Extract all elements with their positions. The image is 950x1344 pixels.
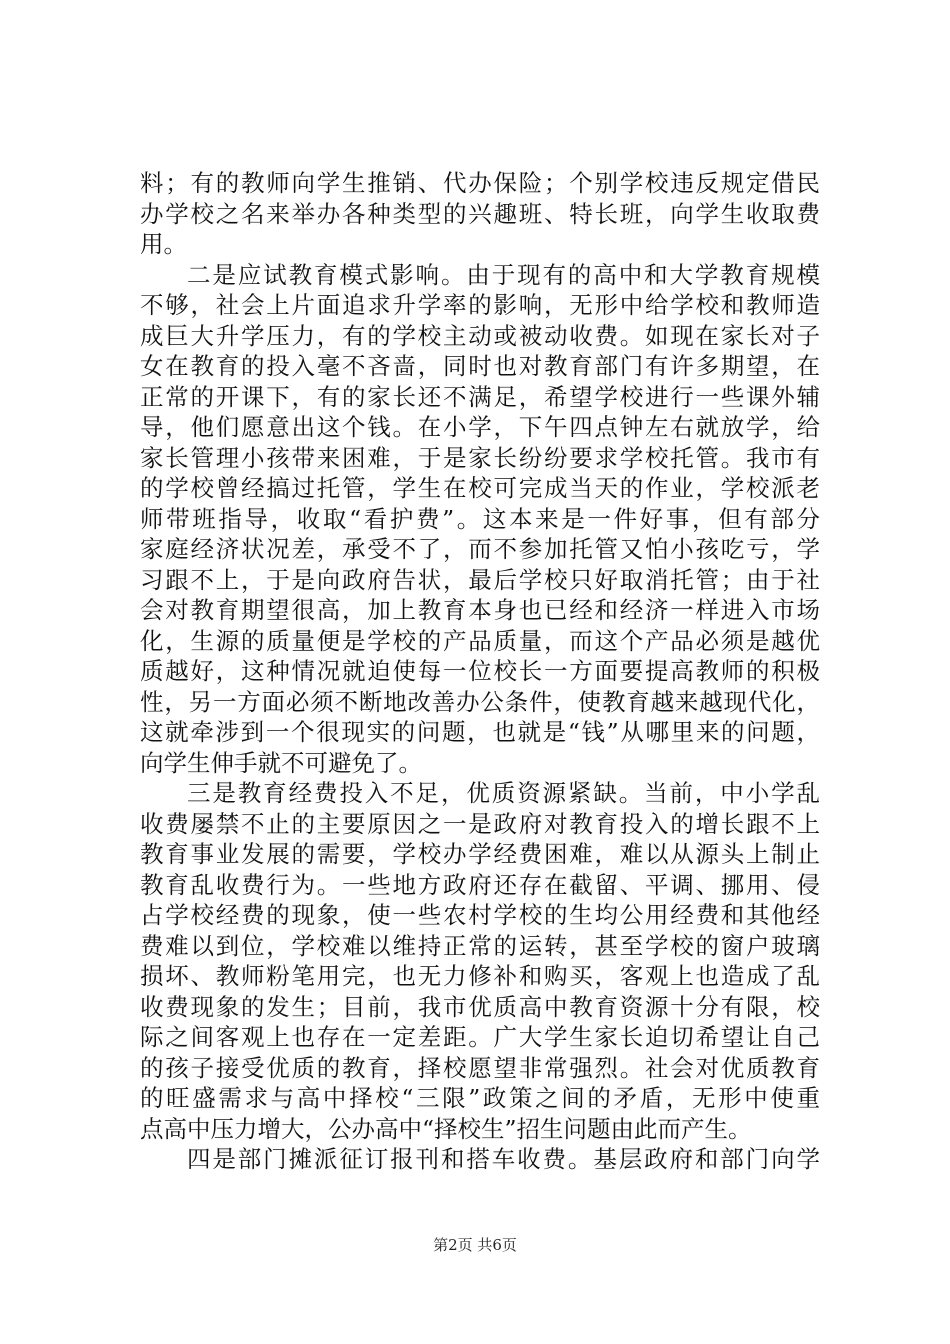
text-line: 女在教育的投入毫不吝啬，同时也对教育部门有许多期望，在 bbox=[140, 352, 820, 380]
text-line: 师带班指导，收取“看护费”。这本来是一件好事，但有部分 bbox=[140, 504, 820, 533]
text-line: 二是应试教育模式影响。由于现有的高中和大学教育规模 bbox=[187, 260, 820, 289]
paragraph bbox=[140, 1144, 820, 1175]
text-line: 会对教育期望很高，加上教育本身也已经和经济一样进入市场 bbox=[140, 596, 820, 624]
text-line: 用。 bbox=[140, 230, 187, 258]
text-line: 导，他们愿意出这个钱。在小学，下午四点钟左右就放学，给 bbox=[140, 413, 820, 441]
text-line: 性，另一方面必须不断地改善办公条件，使教育越来越现代化， bbox=[140, 687, 820, 716]
text-line: 教育乱收费行为。一些地方政府还存在截留、平调、挪用、侵 bbox=[140, 870, 820, 899]
paragraph bbox=[140, 778, 820, 1144]
text-line: 办学校之名来举办各种类型的兴趣班、特长班，向学生收取费 bbox=[140, 199, 820, 228]
text-line: 点高中压力增大，公办高中“择校生”招生问题由此而产生。 bbox=[140, 1114, 752, 1143]
text-line: 三是教育经费投入不足，优质资源紧缺。当前，中小学乱 bbox=[187, 779, 820, 807]
text-line: 费难以到位，学校难以维持正常的运转，甚至学校的窗户玻璃 bbox=[140, 931, 820, 960]
text-line: 不够，社会上片面追求升学率的影响，无形中给学校和教师造 bbox=[140, 291, 820, 319]
text-line: 家庭经济状况差，承受不了，而不参加托管又怕小孩吃亏，学 bbox=[140, 535, 820, 563]
text-line: 收费屡禁不止的主要原因之一是政府对教育投入的增长跟不上 bbox=[140, 809, 820, 838]
text-line: 正常的开课下，有的家长还不满足，希望学校进行一些课外辅 bbox=[140, 382, 820, 411]
text-line: 的学校曾经搞过托管，学生在校可完成当天的作业，学校派老 bbox=[140, 474, 820, 502]
text-line: 这就牵涉到一个很现实的问题，也就是“钱”从哪里来的问题， bbox=[140, 718, 820, 746]
paragraph bbox=[140, 260, 820, 779]
document-body bbox=[140, 168, 820, 1175]
text-line: 质越好，这种情况就迫使每一位校长一方面要提高教师的积极 bbox=[140, 657, 820, 685]
text-line: 四是部门摊派征订报刊和搭车收费。基层政府和部门向学 bbox=[187, 1145, 820, 1173]
text-line: 际之间客观上也存在一定差距。广大学生家长迫切希望让自己 bbox=[140, 1023, 820, 1051]
text-line: 化，生源的质量便是学校的产品质量，而这个产品必须是越优 bbox=[140, 626, 820, 655]
text-line: 料；有的教师向学生推销、代办保险；个别学校违反规定借民 bbox=[140, 169, 820, 197]
text-line: 家长管理小孩带来困难，于是家长纷纷要求学校托管。我市有 bbox=[140, 443, 820, 472]
text-line: 向学生伸手就不可避免了。 bbox=[140, 748, 422, 777]
text-line: 成巨大升学压力，有的学校主动或被动收费。如现在家长对子 bbox=[140, 321, 820, 350]
text-line: 损坏、教师粉笔用完，也无力修补和购买，客观上也造成了乱 bbox=[140, 962, 820, 990]
text-line: 的孩子接受优质的教育，择校愿望非常强烈。社会对优质教育 bbox=[140, 1053, 820, 1082]
text-line: 习跟不上，于是向政府告状，最后学校只好取消托管；由于社 bbox=[140, 565, 820, 594]
text-line: 收费现象的发生；目前，我市优质高中教育资源十分有限，校 bbox=[140, 992, 820, 1021]
text-line: 占学校经费的现象，使一些农村学校的生均公用经费和其他经 bbox=[140, 901, 820, 929]
text-line: 的旺盛需求与高中择校“三限”政策之间的矛盾，无形中使重 bbox=[140, 1084, 820, 1112]
page-footer: 第2页 共6页 bbox=[433, 1236, 517, 1254]
paragraph bbox=[140, 168, 820, 260]
text-line: 教育事业发展的需要，学校办学经费困难，难以从源头上制止 bbox=[140, 840, 820, 868]
